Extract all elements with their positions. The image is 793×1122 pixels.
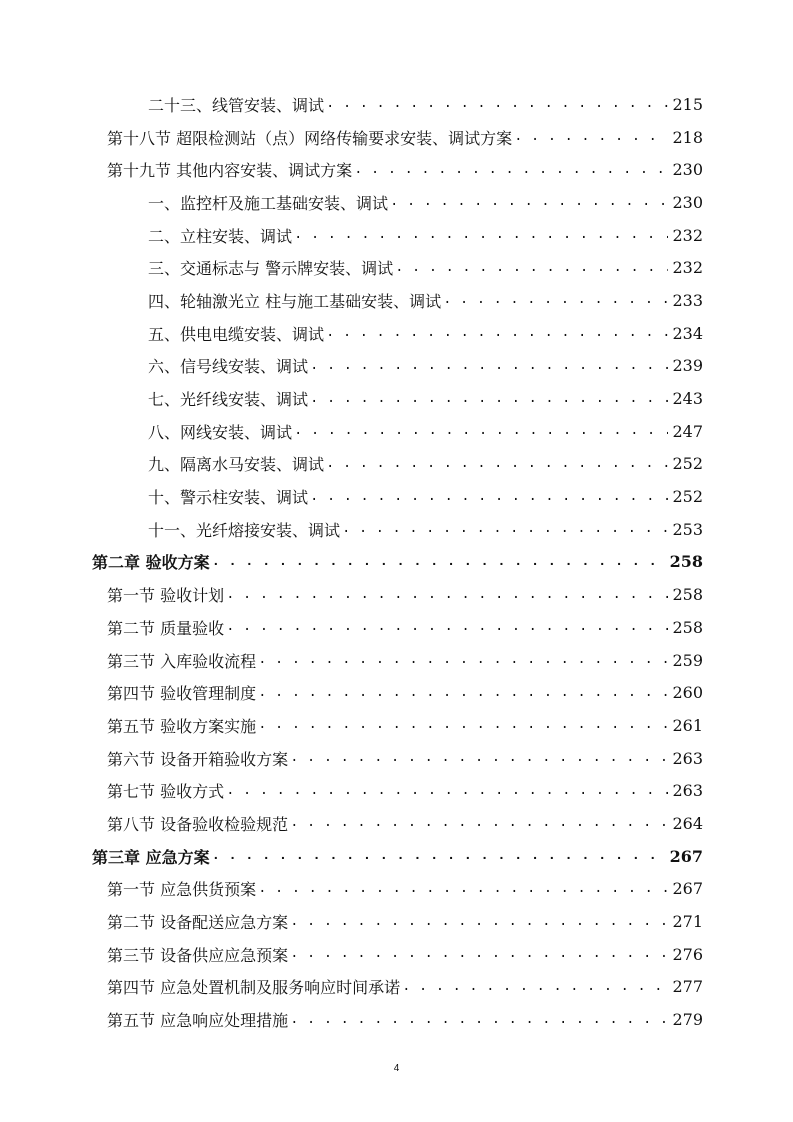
table-of-contents: [0, 88, 793, 1036]
toc-entry-title: 第一节 应急供货预案: [107, 880, 257, 900]
dot-leader: [310, 358, 668, 374]
toc-subsection-entry[interactable]: [0, 317, 793, 350]
toc-entry-title: 第八节 设备验收检验规范: [107, 814, 289, 834]
toc-entry-title: 四、轮轴激光立 柱与施工基础安装、调试: [148, 291, 442, 311]
dot-leader: [226, 587, 668, 603]
dot-leader: [258, 685, 668, 701]
dot-leader: [443, 292, 668, 308]
toc-section-entry[interactable]: [0, 905, 793, 938]
dot-leader: [326, 96, 668, 112]
toc-entry-page: 243: [672, 389, 703, 409]
toc-subsection-entry[interactable]: [0, 219, 793, 252]
toc-subsection-entry[interactable]: [0, 382, 793, 415]
dot-leader: [258, 652, 668, 668]
toc-section-entry[interactable]: [0, 938, 793, 971]
toc-subsection-entry[interactable]: [0, 251, 793, 284]
toc-entry-page: 230: [672, 192, 703, 212]
toc-entry-title: 六、信号线安装、调试: [148, 357, 309, 377]
toc-entry-page: 267: [672, 879, 703, 899]
toc-subsection-entry[interactable]: [0, 284, 793, 317]
toc-entry-title: 第六节 设备开箱验收方案: [107, 749, 289, 769]
toc-entry-title: 五、供电电缆安装、调试: [148, 324, 325, 344]
dot-leader: [294, 423, 668, 439]
toc-section-entry[interactable]: [0, 611, 793, 644]
dot-leader: [402, 979, 668, 995]
toc-entry-title: 第三章 应急方案: [92, 847, 210, 867]
toc-entry-title: 第十九节 其他内容安装、调试方案: [107, 161, 353, 181]
toc-section-entry[interactable]: [0, 578, 793, 611]
toc-entry-title: 八、网线安装、调试: [148, 422, 293, 442]
dot-leader: [326, 456, 668, 472]
toc-subsection-entry[interactable]: [0, 350, 793, 383]
toc-section-entry[interactable]: [0, 153, 793, 186]
dot-leader: [212, 554, 666, 570]
dot-leader: [226, 619, 668, 635]
toc-entry-title: 二、立柱安装、调试: [148, 226, 293, 246]
toc-entry-title: 第二节 质量验收: [107, 618, 225, 638]
toc-entry-page: 230: [672, 160, 703, 180]
dot-leader: [310, 489, 668, 505]
dot-leader: [212, 848, 666, 864]
toc-entry-page: 234: [672, 323, 703, 343]
toc-entry-page: 239: [672, 356, 703, 376]
toc-subsection-entry[interactable]: [0, 480, 793, 513]
dot-leader: [294, 227, 668, 243]
toc-entry-page: 252: [672, 487, 703, 507]
toc-subsection-entry[interactable]: [0, 448, 793, 481]
toc-entry-page: 276: [672, 944, 703, 964]
toc-entry-page: 261: [672, 715, 703, 735]
toc-entry-page: 218: [672, 127, 703, 147]
dot-leader: [290, 815, 668, 831]
toc-entry-title: 九、隔离水马安装、调试: [148, 455, 325, 475]
toc-entry-title: 第三节 设备供应应急预案: [107, 945, 289, 965]
dot-leader: [390, 194, 668, 210]
toc-section-entry[interactable]: [0, 873, 793, 906]
toc-section-entry[interactable]: [0, 774, 793, 807]
dot-leader: [342, 521, 668, 537]
toc-entry-title: 十、警示柱安装、调试: [148, 488, 309, 508]
toc-chapter-entry[interactable]: [0, 546, 793, 579]
toc-entry-page: 252: [672, 454, 703, 474]
toc-entry-title: 第二章 验收方案: [92, 553, 210, 573]
toc-entry-title: 三、交通标志与 警示牌安装、调试: [148, 259, 394, 279]
toc-entry-page: 258: [669, 552, 703, 572]
toc-entry-title: 第四节 验收管理制度: [107, 684, 257, 704]
toc-entry-page: 247: [672, 421, 703, 441]
dot-leader: [310, 391, 668, 407]
toc-section-entry[interactable]: [0, 644, 793, 677]
toc-entry-title: 第五节 应急响应处理措施: [107, 1011, 289, 1031]
toc-section-entry[interactable]: [0, 676, 793, 709]
dot-leader: [290, 750, 668, 766]
toc-entry-title: 第三节 入库验收流程: [107, 651, 257, 671]
toc-section-entry[interactable]: [0, 742, 793, 775]
toc-subsection-entry[interactable]: [0, 88, 793, 121]
toc-entry-page: 233: [672, 290, 703, 310]
toc-subsection-entry[interactable]: [0, 415, 793, 448]
toc-entry-page: 260: [672, 683, 703, 703]
dot-leader: [290, 1012, 668, 1028]
toc-entry-page: 264: [672, 813, 703, 833]
toc-entry-title: 一、监控杆及施工基础安装、调试: [148, 193, 389, 213]
toc-entry-title: 第七节 验收方式: [107, 782, 225, 802]
toc-entry-page: 263: [672, 748, 703, 768]
dot-leader: [258, 717, 668, 733]
toc-chapter-entry[interactable]: [0, 840, 793, 873]
toc-entry-title: 二十三、线管安装、调试: [148, 95, 325, 115]
toc-entry-page: 232: [672, 258, 703, 278]
toc-section-entry[interactable]: [0, 709, 793, 742]
toc-entry-page: 267: [669, 846, 703, 866]
toc-entry-page: 232: [672, 225, 703, 245]
toc-section-entry[interactable]: [0, 121, 793, 154]
toc-entry-page: 258: [672, 617, 703, 637]
toc-entry-page: 263: [672, 781, 703, 801]
toc-section-entry[interactable]: [0, 971, 793, 1004]
toc-subsection-entry[interactable]: [0, 186, 793, 219]
dot-leader: [290, 914, 668, 930]
dot-leader: [354, 162, 668, 178]
toc-entry-page: 215: [672, 94, 703, 114]
toc-entry-title: 第五节 验收方案实施: [107, 716, 257, 736]
toc-entry-page: 277: [672, 977, 703, 997]
page-number: 4: [393, 1063, 400, 1074]
toc-entry-title: 第二节 设备配送应急方案: [107, 913, 289, 933]
toc-entry-page: 258: [672, 585, 703, 605]
toc-entry-title: 第十八节 超限检测站（点）网络传输要求安装、调试方案: [107, 128, 513, 148]
toc-entry-title: 第四节 应急处置机制及服务响应时间承诺: [107, 978, 401, 998]
toc-section-entry[interactable]: [0, 1003, 793, 1036]
toc-subsection-entry[interactable]: [0, 513, 793, 546]
dot-leader: [395, 260, 668, 276]
dot-leader: [290, 946, 668, 962]
dot-leader: [514, 129, 668, 145]
toc-entry-page: 279: [672, 1010, 703, 1030]
dot-leader: [326, 325, 668, 341]
toc-entry-page: 271: [672, 912, 703, 932]
dot-leader: [226, 783, 668, 799]
toc-entry-title: 第一节 验收计划: [107, 586, 225, 606]
toc-entry-page: 253: [672, 519, 703, 539]
dot-leader: [258, 881, 668, 897]
toc-section-entry[interactable]: [0, 807, 793, 840]
toc-entry-title: 十一、光纤熔接安装、调试: [148, 520, 341, 540]
toc-entry-title: 七、光纤线安装、调试: [148, 390, 309, 410]
toc-entry-page: 259: [672, 650, 703, 670]
